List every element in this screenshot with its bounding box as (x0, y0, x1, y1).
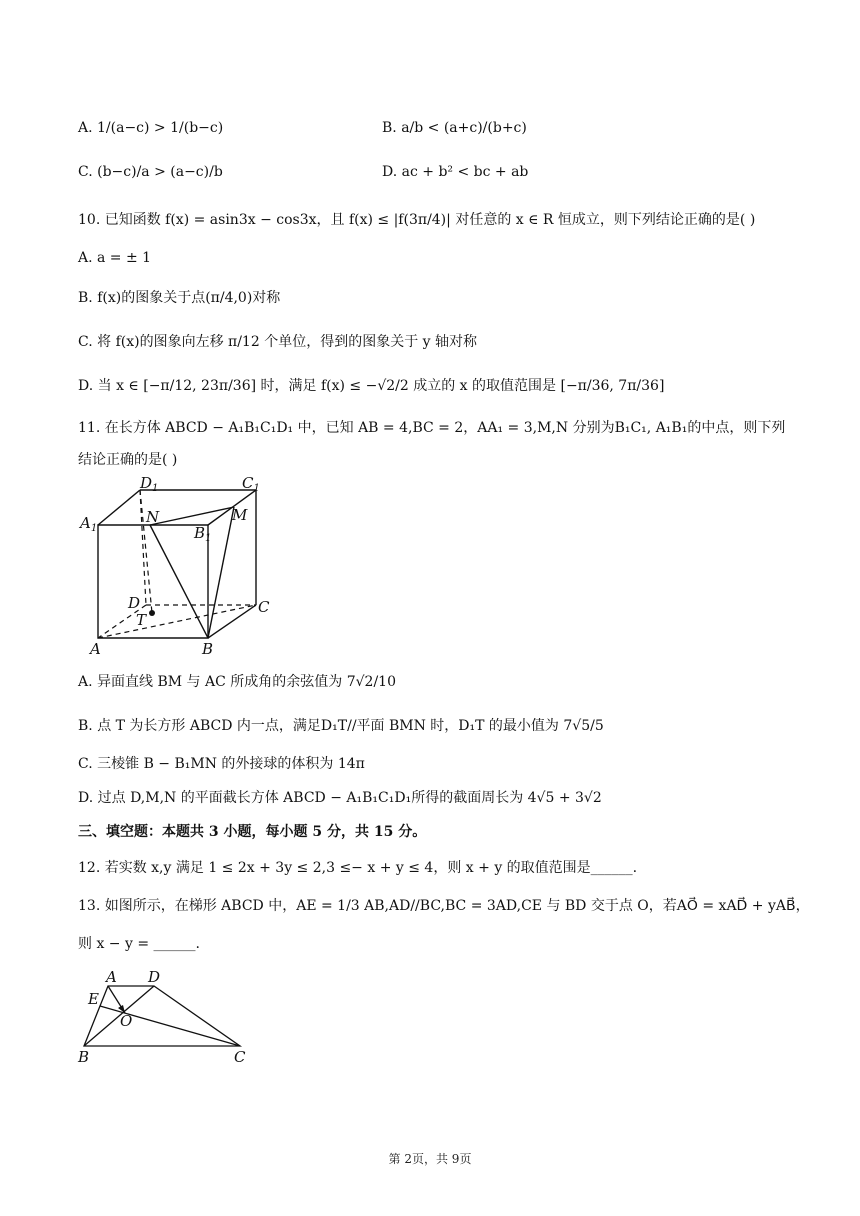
page-footer: 第 2页，共 9页 (388, 1152, 472, 1166)
svg-text:D: D (128, 594, 141, 612)
q10-stem: 10. 已知函数 f(x) = asin3x − cos3x，且 f(x) ≤ |f(3π/4)| 对任意的 x ∈ R 恒成立，则下列结论正确的是( ) (78, 212, 756, 228)
q10-option-c: C. 将 f(x)的图象向左移 π/12 个单位，得到的图象关于 y 轴对称 (78, 334, 478, 350)
front-face (98, 525, 208, 638)
svg-text:N: N (146, 508, 160, 526)
segment-MB (208, 507, 234, 638)
cuboid-figure (70, 470, 290, 660)
point-T (149, 610, 155, 616)
svg-text:M: M (232, 506, 248, 524)
q12-stem: 12. 若实数 x,y 满足 1 ≤ 2x + 3y ≤ 2,3 ≤− x + y ≤ 4，则 x + y 的取值范围是______. (78, 860, 638, 876)
q10-option-a: A. a = ± 1 (78, 250, 152, 266)
q11-option-c: C. 三棱锥 B − B₁MN 的外接球的体积为 14π (78, 756, 365, 772)
section-title: 三、填空题：本题共 3 小题，每小题 5 分，共 15 分。 (78, 824, 427, 840)
svg-text:D1: $D_1$ (140, 474, 159, 494)
q10-option-d: D. 当 x ∈ [−π/12, 23π/36] 时，满足 f(x) ≤ −√2/2 成立的 x 的取值范围是 [−π/36, 7π/36] (78, 378, 665, 394)
svg-text:C1: $C_1$ (242, 474, 260, 494)
q11-stem-line1: 11. 在长方体 ABCD − A₁B₁C₁D₁ 中，已知 AB = 4,BC = 2，AA₁ = 3,M,N 分别为B₁C₁, A₁B₁的中点，则下列 (78, 420, 786, 436)
svg-text:E: E (88, 990, 99, 1008)
svg-text:A: A (90, 640, 101, 658)
svg-text:O: O (120, 1012, 133, 1030)
q11-option-b: B. 点 T 为长方形 ABCD 内一点，满足D₁T//平面 BMN 时，D₁T 的最小值为 7√5/5 (78, 718, 604, 734)
trapezoid-figure (72, 966, 262, 1066)
q9-option-d: D. ac + b² < bc + ab (382, 164, 529, 180)
q9-option-b: B. a/b < (a+c)/(b+c) (382, 120, 527, 136)
q13-stem-line1: 13. 如图所示，在梯形 ABCD 中，AE = 1/3 AB,AD//BC,BC = 3AD,CE 与 BD 交于点 O，若AO⃗ = xAD⃗ + yAB⃗， (78, 898, 810, 914)
svg-text:B: B (202, 640, 214, 658)
q11-stem-line2: 结论正确的是( ) (78, 452, 178, 468)
q9-option-a: A. 1/(a−c) > 1/(b−c) (78, 120, 224, 136)
svg-text:C: C (258, 598, 270, 616)
svg-text:B1: $B_1$ (194, 524, 212, 544)
svg-text:C: C (234, 1048, 246, 1066)
q10-option-b: B. f(x)的图象关于点(π/4,0)对称 (78, 290, 281, 306)
svg-text:D: D (148, 968, 161, 986)
svg-text:A1: $A_1$ (80, 514, 98, 534)
q13-stem-line2: 则 x − y = ______. (78, 936, 200, 952)
svg-text:B: B (78, 1048, 90, 1066)
q9-option-c: C. (b−c)/a > (a−c)/b (78, 164, 223, 180)
q11-option-a: A. 异面直线 BM 与 AC 所成角的余弦值为 7√2/10 (78, 674, 396, 690)
svg-text:A: A (106, 968, 117, 986)
svg-text:T: T (136, 611, 147, 629)
q11-option-d: D. 过点 D,M,N 的平面截长方体 ABCD − A₁B₁C₁D₁所得的截面周长为 4√5 + 3√2 (78, 790, 602, 806)
trapezoid-ABCD (84, 986, 240, 1046)
